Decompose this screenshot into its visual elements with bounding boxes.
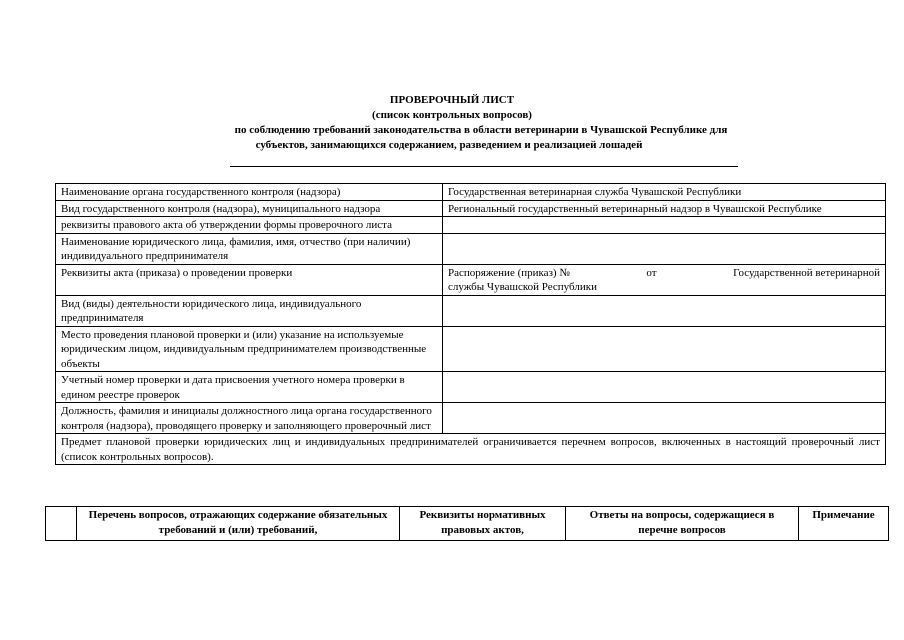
order-value-line <box>448 266 880 281</box>
row-label: Должность, фамилия и инициалы должностного лица органа государственного контроля (надзора), проводящего проверку и заполняющего проверочный лист <box>56 403 443 434</box>
table-row <box>56 264 886 295</box>
table-row <box>56 184 886 201</box>
table-row <box>56 233 886 264</box>
document-title: ПРОВЕРОЧНЫЙ ЛИСТ <box>389 94 515 106</box>
col-number-header <box>46 507 77 541</box>
table-row <box>56 434 886 465</box>
row-label: Место проведения плановой проверки и (или) указание на используемые юридическим лицом, индивидуальным предпринимателем производственные объекты <box>56 326 443 372</box>
table-row <box>56 326 886 372</box>
row-label: Вид государственного контроля (надзора), муниципального надзора <box>56 200 443 217</box>
col-notes-header: Примечание <box>799 507 889 541</box>
row-label: Реквизиты акта (приказа) о проведении проверки <box>56 264 443 295</box>
col-questions-header: Перечень вопросов, отражающих содержание обязательных требований и (или) требований, <box>77 507 400 541</box>
questions-header-row <box>46 507 889 541</box>
row-value <box>443 326 886 372</box>
row-value: Государственная ветеринарная служба Чувашской Республики <box>443 184 886 201</box>
row-value: Региональный государственный ветеринарный надзор в Чувашской Республике <box>443 200 886 217</box>
row-value <box>443 403 886 434</box>
row-label: Учетный номер проверки и дата присвоения учетного номера проверки в едином реестре проверок <box>56 372 443 403</box>
inspection-subject-text: Предмет плановой проверки юридических лиц и индивидуальных предпринимателей ограничивается перечнем вопросов, включенных в настоящий проверочный лист (список контрольных вопросов). <box>56 434 886 465</box>
header-underline <box>230 166 738 167</box>
row-label: Наименование юридического лица, фамилия, имя, отчество (при наличии) индивидуального предпринимателя <box>56 233 443 264</box>
order-value-cell <box>443 264 886 295</box>
table-row <box>56 200 886 217</box>
row-label: Вид (виды) деятельности юридического лица, индивидуального предпринимателя <box>56 295 443 326</box>
order-issuer-continued: службы Чувашской Республики <box>448 281 597 293</box>
row-label: реквизиты правового акта об утверждении формы проверочного листа <box>56 217 443 234</box>
document-subtitle: (список контрольных вопросов) <box>372 109 532 121</box>
document-header <box>0 93 904 153</box>
row-label: Наименование органа государственного контроля (надзора) <box>56 184 443 201</box>
questions-table <box>45 506 889 541</box>
order-number-label: Распоряжение (приказ) № <box>448 266 570 279</box>
document-subject-line: субъектов, занимающихся содержанием, разведением и реализацией лошадей <box>255 139 643 151</box>
col-legal-refs-header: Реквизиты нормативных правовых актов, <box>400 507 566 541</box>
table-row <box>56 217 886 234</box>
order-date-label: от <box>646 266 657 279</box>
row-value <box>443 217 886 234</box>
col-answers-header: Ответы на вопросы, содержащиеся в перечне вопросов <box>566 507 799 541</box>
info-table <box>55 183 886 465</box>
table-row <box>56 372 886 403</box>
table-row <box>56 403 886 434</box>
row-value <box>443 295 886 326</box>
document-scope-line: по соблюдению требований законодательства в области ветеринарии в Чувашской Республике для <box>234 124 728 136</box>
row-value <box>443 372 886 403</box>
row-value <box>443 233 886 264</box>
table-row <box>56 295 886 326</box>
order-issuer-label: Государственной ветеринарной <box>733 266 880 279</box>
